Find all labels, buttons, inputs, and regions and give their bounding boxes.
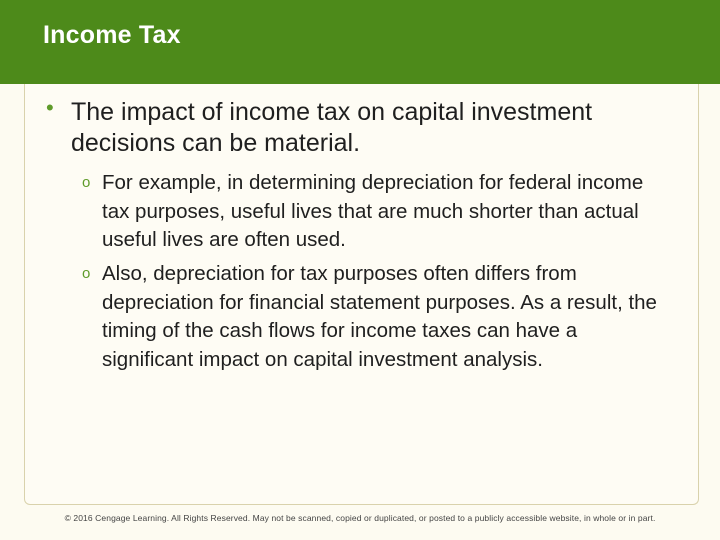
- copyright-footer: © 2016 Cengage Learning. All Rights Reserved. May not be scanned, copied or duplicated, or posted to a publicly accessible website, in whole or in part.: [64, 513, 656, 523]
- slide-title: Income Tax: [43, 21, 181, 49]
- bullet-dot-icon: •: [46, 95, 54, 120]
- hollow-circle-icon: o: [82, 265, 91, 282]
- sub-bullet-text: Also, depreciation for tax purposes often differs from depreciation for financial statement purposes. As a result, the timing of the cash flows for income taxes can have a significant impact on capital investment analysis.: [102, 262, 657, 371]
- sub-bullet-text: For example, in determining depreciation for federal income tax purposes, useful lives that are much shorter than actual useful lives are often used.: [102, 171, 644, 252]
- main-bullet-text: The impact of income tax on capital investment decisions can be material.: [71, 98, 593, 157]
- header-bar: [0, 0, 720, 84]
- hollow-circle-icon: o: [82, 174, 91, 191]
